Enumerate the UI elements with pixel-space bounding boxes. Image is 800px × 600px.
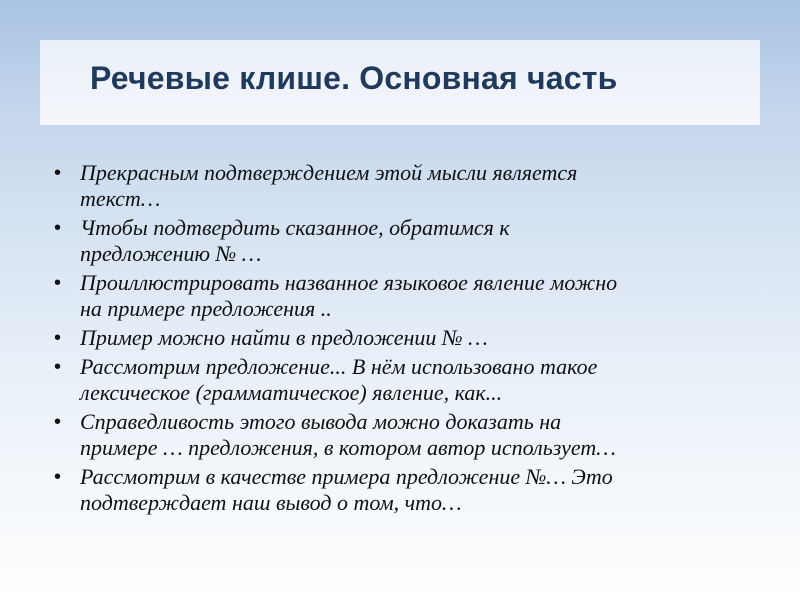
bullet-item	[54, 354, 744, 406]
slide-title: Речевые клише. Основная часть	[90, 60, 618, 96]
bullet-item	[54, 464, 744, 516]
bullet-item	[54, 215, 744, 267]
bullet-text-line: на примере предложения ..	[80, 296, 332, 321]
bullet-dot-icon: •	[54, 327, 62, 349]
bullet-item	[54, 270, 744, 322]
bullet-text-line: лексическое (грамматическое) явление, как...	[80, 380, 503, 405]
bullet-dot-icon: •	[54, 217, 62, 239]
bullet-dot-icon: •	[54, 272, 62, 294]
bullet-text-line: предложению № …	[80, 241, 262, 266]
bullet-text-line: Справедливость этого вывода можно доказать на	[80, 409, 562, 434]
title-bar	[40, 40, 760, 125]
bullet-text-line: текст…	[80, 186, 161, 211]
bullet-dot-icon: •	[54, 411, 62, 433]
bullet-text-line: Пример можно найти в предложении № …	[80, 325, 488, 350]
bullet-text-line: подтверждает наш вывод о том, что…	[80, 490, 462, 515]
bullet-text-line: Рассмотрим предложение... В нём использовано такое	[80, 354, 598, 379]
bullet-text-line: Проиллюстрировать названное языковое явление можно	[80, 270, 618, 295]
bullet-text-line: Чтобы подтвердить сказанное, обратимся к	[80, 215, 510, 240]
bullet-dot-icon: •	[54, 356, 62, 378]
bullet-item	[54, 160, 744, 212]
bullet-dot-icon: •	[54, 162, 62, 184]
bullet-list	[54, 160, 744, 519]
bullet-item	[54, 325, 744, 351]
bullet-dot-icon: •	[54, 466, 62, 488]
bullet-text-line: примере … предложения, в котором автор использует…	[80, 435, 616, 460]
bullet-text-line: Прекрасным подтверждением этой мысли является	[80, 160, 578, 185]
bullet-text-line: Рассмотрим в качестве примера предложение №… Это	[80, 464, 613, 489]
bullet-item	[54, 409, 744, 461]
